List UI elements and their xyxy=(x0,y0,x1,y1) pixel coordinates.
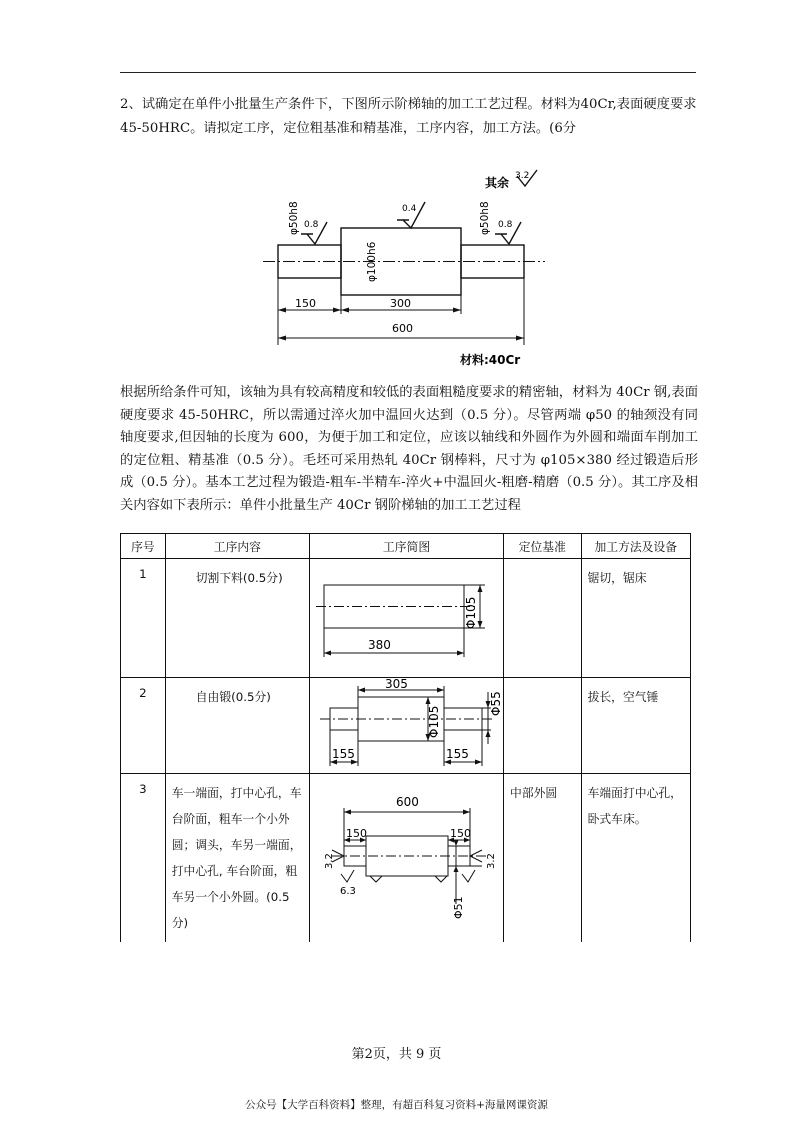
col-header: 工序简图 xyxy=(310,534,504,559)
row-number: 1 xyxy=(121,559,166,678)
table-row xyxy=(121,774,691,942)
col-header: 定位基准 xyxy=(504,534,582,559)
dim-mid: 300 xyxy=(390,297,411,310)
rest-label: 其余 xyxy=(485,176,510,190)
turning-roughness-c: 6.3 xyxy=(340,886,356,897)
turning-left: 150 xyxy=(346,827,368,840)
turning-roughness-b: 3.2 xyxy=(486,853,498,869)
col-header: 序号 xyxy=(121,534,166,559)
row-content: 切割下料(0.5分) xyxy=(165,559,309,678)
turning-right: 150 xyxy=(450,827,472,840)
row-content: 车一端面，打中心孔，车台阶面，粗车一个小外圆；调头，车另一端面，打中心孔, 车台阶面，粗车另一个小外圆。(0.5分) xyxy=(165,774,309,942)
mid-diameter: φ100h6 xyxy=(366,241,378,282)
billet-diameter: Φ105 xyxy=(464,596,479,629)
turning-sketch xyxy=(310,774,503,934)
row-method: 锯切，锯床 xyxy=(581,559,690,678)
col-header: 工序内容 xyxy=(165,534,309,559)
row-datum xyxy=(504,559,582,678)
col-header: 加工方法及设备 xyxy=(581,534,690,559)
rest-roughness: 3.2 xyxy=(515,171,530,181)
forging-mid-diameter: Φ105 xyxy=(427,705,442,738)
answer-paragraph: 根据所给条件可知，该轴为具有较高精度和较低的表面粗糙度要求的精密轴，材料为 40Cr 钢,表面硬度要求 45-50HRC，所以需通过淬火加中温回火达到（0.5 分）。尽管两端 φ50 的轴颈没有同轴度要求,但因轴的长度为 600，为便于加工和定位，应该以轴线和外圆作为外圆和端面车削加工的定位粗、精基准（0.5 分）。毛坯可采用热轧 40Cr 钢棒料，尺寸为 φ105×380 经过锻造后形成（0.5 分）。基本工艺过程为锻造-粗车-半精车-淬火+中温回火-粗磨-精磨（0.5 分）。其工序及相关内容如下表所示：单件小批量生产 40Cr 钢阶梯轴的加工工艺过程 xyxy=(120,385,699,513)
left-roughness: 0.8 xyxy=(304,220,319,230)
forging-end-diameter: Φ55 xyxy=(489,691,504,716)
table-header-row xyxy=(121,534,691,559)
right-roughness: 0.8 xyxy=(498,220,513,230)
header-rule xyxy=(120,72,696,73)
question-text: 2、试确定在单件小批量生产条件下，下图所示阶梯轴的加工工艺过程。材料为40Cr,表面硬度要求45-50HRC。请拟定工序，定位粗基准和精基准，工序内容，加工方法。(6分 xyxy=(120,97,697,136)
row-sketch-cell xyxy=(310,559,504,678)
forging-left-length: 155 xyxy=(332,747,355,761)
row-content: 自由锻(0.5分) xyxy=(165,678,309,774)
credit-line: 公众号【大学百科资料】整理，有超百科复习资料+海量网课资源 xyxy=(245,1099,548,1111)
table-row xyxy=(121,678,691,774)
turning-roughness-a: 3.2 xyxy=(324,853,336,869)
billet-sketch xyxy=(310,559,503,674)
row-method: 拔长，空气锤 xyxy=(581,678,690,774)
dim-left: 150 xyxy=(295,297,316,310)
row-method: 车端面打中心孔，卧式车床。 xyxy=(581,774,690,942)
left-diameter: φ50h8 xyxy=(288,201,300,235)
turning-total: 600 xyxy=(396,795,419,809)
turning-diameter: Φ51 xyxy=(452,896,466,919)
row-sketch-cell xyxy=(310,678,504,774)
row-number: 3 xyxy=(121,774,166,942)
forging-right-length: 155 xyxy=(446,747,469,761)
material-label: 材料:40Cr xyxy=(460,353,521,367)
table-row xyxy=(121,559,691,678)
right-diameter: φ50h8 xyxy=(479,201,491,235)
row-sketch-cell xyxy=(310,774,504,942)
forging-sketch xyxy=(310,678,503,770)
forging-mid-length: 305 xyxy=(385,678,408,691)
row-number: 2 xyxy=(121,678,166,774)
mid-roughness: 0.4 xyxy=(402,204,417,214)
page-footer: 第2页，共 9 页 xyxy=(351,1047,442,1062)
shaft-drawing xyxy=(255,162,555,377)
billet-length: 380 xyxy=(368,638,391,652)
dim-total: 600 xyxy=(392,322,413,335)
process-table xyxy=(120,533,691,942)
row-datum: 中部外圆 xyxy=(504,774,582,942)
row-datum xyxy=(504,678,582,774)
